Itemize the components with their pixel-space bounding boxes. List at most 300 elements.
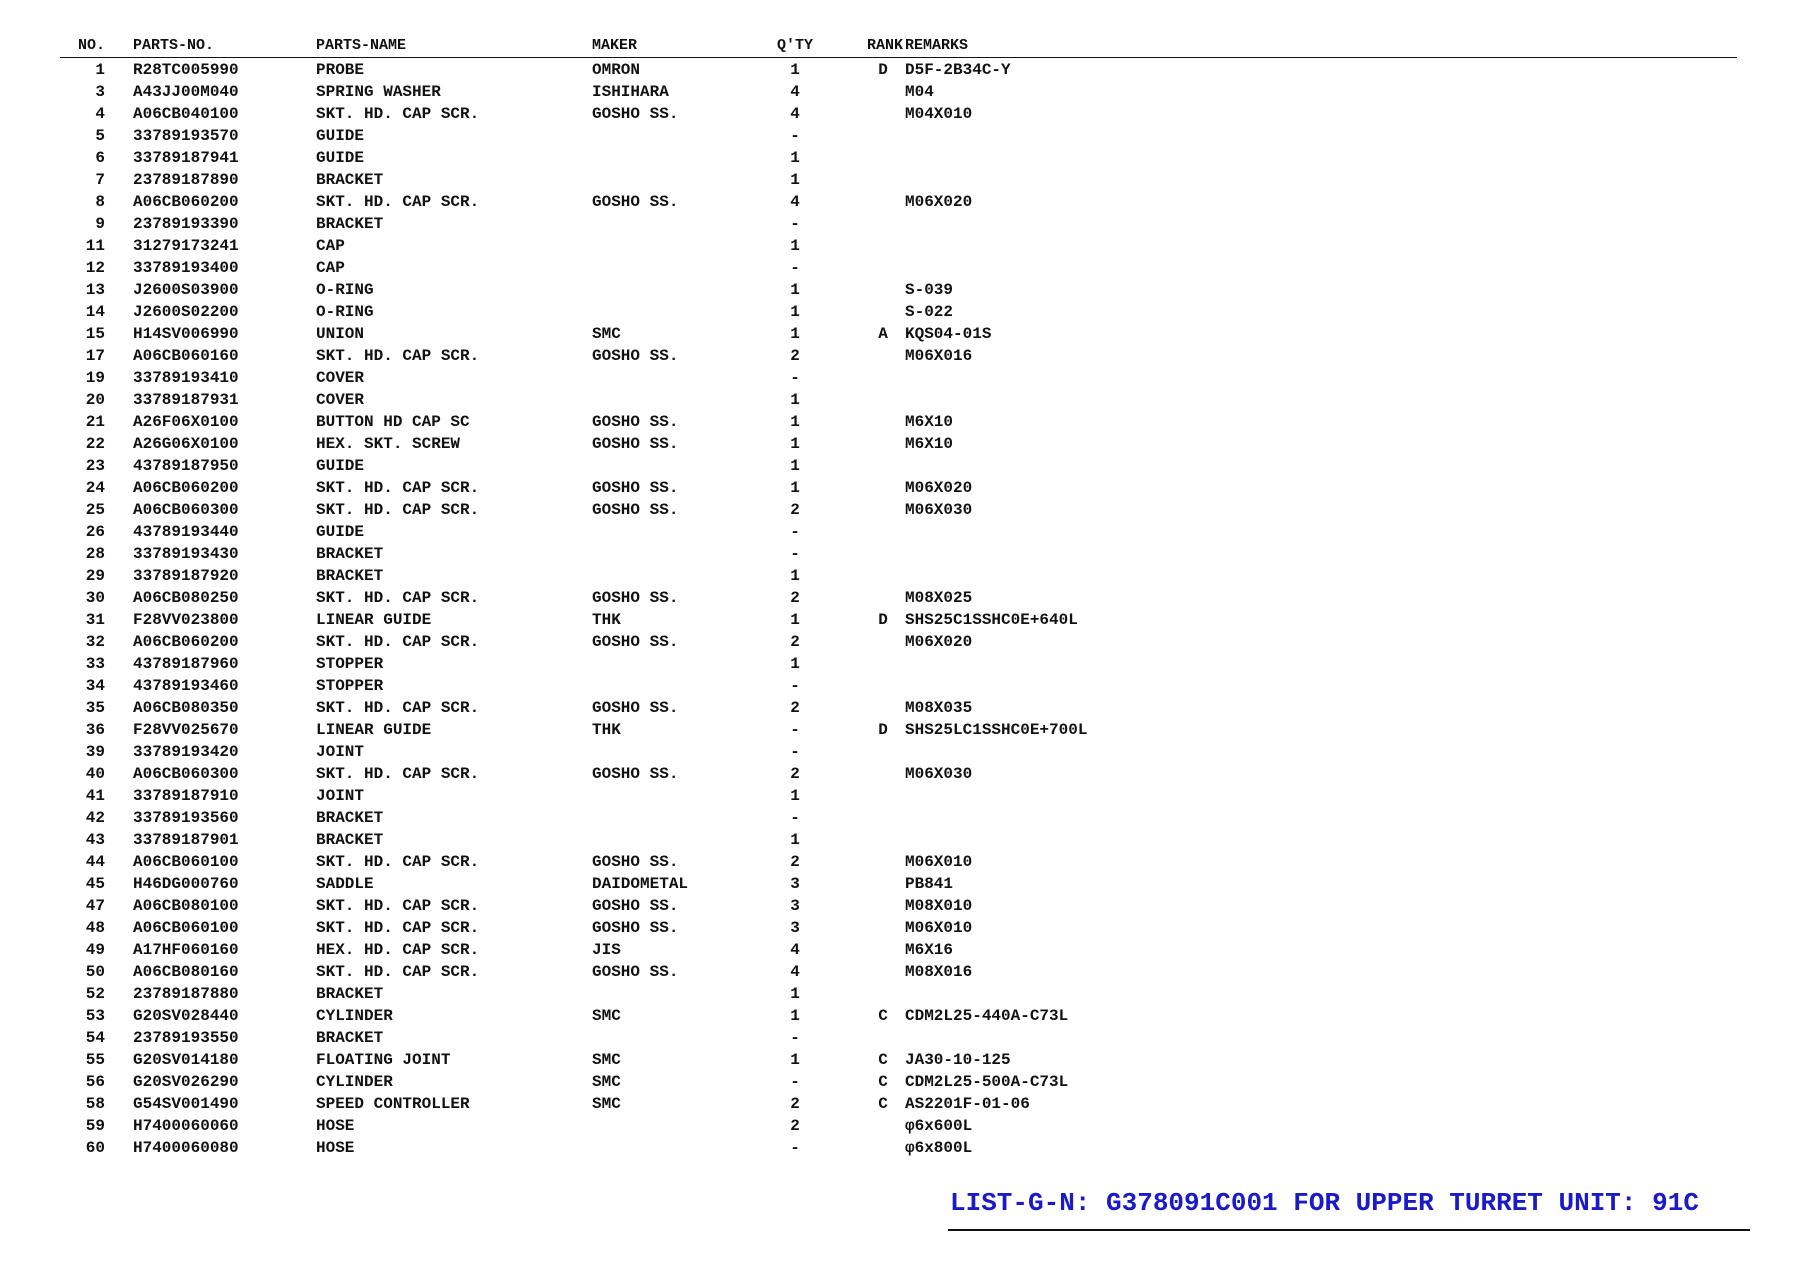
cell-qty: - <box>790 215 800 233</box>
cell-parts-no: 43789193460 <box>133 677 239 695</box>
cell-qty: 4 <box>790 963 800 981</box>
cell-parts-no: 43789187960 <box>133 655 239 673</box>
cell-no: 59 <box>85 1117 105 1135</box>
cell-maker: GOSHO SS. <box>592 963 679 981</box>
table-row <box>60 147 1737 169</box>
table-row <box>60 191 1737 213</box>
cell-parts-no: G20SV026290 <box>133 1073 239 1091</box>
cell-remarks: PB841 <box>905 875 954 893</box>
cell-no: 43 <box>85 831 105 849</box>
table-row <box>60 565 1737 587</box>
cell-no: 1 <box>95 61 105 79</box>
table-row <box>60 59 1737 81</box>
cell-parts-name: SKT. HD. CAP SCR. <box>316 347 480 365</box>
header-qty: Q'TY <box>776 37 813 54</box>
cell-parts-no: G54SV001490 <box>133 1095 239 1113</box>
cell-parts-name: GUIDE <box>316 523 365 541</box>
cell-remarks: CDM2L25-440A-C73L <box>905 1007 1069 1025</box>
cell-maker: GOSHO SS. <box>592 633 679 651</box>
cell-no: 20 <box>85 391 105 409</box>
cell-parts-name: LINEAR GUIDE <box>316 721 432 739</box>
cell-qty: 2 <box>790 1095 800 1113</box>
cell-qty: 1 <box>790 567 800 585</box>
cell-qty: 1 <box>790 1051 800 1069</box>
table-row <box>60 1093 1737 1115</box>
cell-no: 3 <box>95 83 105 101</box>
table-row <box>60 521 1737 543</box>
cell-no: 5 <box>95 127 105 145</box>
cell-qty: 1 <box>790 391 800 409</box>
cell-parts-no: A06CB060200 <box>133 479 239 497</box>
cell-remarks: CDM2L25-500A-C73L <box>905 1073 1069 1091</box>
cell-no: 13 <box>85 281 105 299</box>
cell-remarks: S-039 <box>905 281 954 299</box>
cell-rank: C <box>878 1051 888 1069</box>
cell-parts-no: A06CB080350 <box>133 699 239 717</box>
table-row <box>60 323 1737 345</box>
table-row <box>60 961 1737 983</box>
cell-maker: SMC <box>592 1095 621 1113</box>
cell-qty: - <box>790 545 800 563</box>
cell-maker: GOSHO SS. <box>592 765 679 783</box>
cell-qty: 1 <box>790 61 800 79</box>
table-row <box>60 1115 1737 1137</box>
cell-parts-no: 31279173241 <box>133 237 239 255</box>
cell-no: 40 <box>85 765 105 783</box>
cell-parts-no: H14SV006990 <box>133 325 239 343</box>
cell-parts-name: JOINT <box>316 787 365 805</box>
table-row <box>60 169 1737 191</box>
table-row <box>60 1137 1737 1159</box>
table-row <box>60 719 1737 741</box>
table-row <box>60 1049 1737 1071</box>
cell-remarks: M08X016 <box>905 963 973 981</box>
cell-parts-no: H7400060080 <box>133 1139 239 1157</box>
cell-remarks: M06X010 <box>905 853 973 871</box>
cell-maker: DAIDOMETAL <box>592 875 689 893</box>
cell-parts-name: SKT. HD. CAP SCR. <box>316 919 480 937</box>
cell-parts-no: J2600S02200 <box>133 303 239 321</box>
cell-no: 6 <box>95 149 105 167</box>
table-row <box>60 763 1737 785</box>
cell-parts-no: H7400060060 <box>133 1117 239 1135</box>
cell-parts-no: A06CB040100 <box>133 105 239 123</box>
cell-parts-no: 33789193420 <box>133 743 239 761</box>
cell-remarks: D5F-2B34C-Y <box>905 61 1011 79</box>
cell-no: 33 <box>85 655 105 673</box>
cell-parts-name: GUIDE <box>316 127 365 145</box>
cell-qty: - <box>790 369 800 387</box>
cell-no: 39 <box>85 743 105 761</box>
cell-parts-no: 33789193400 <box>133 259 239 277</box>
cell-qty: - <box>790 677 800 695</box>
cell-qty: 2 <box>790 1117 800 1135</box>
cell-remarks: M04X010 <box>905 105 973 123</box>
table-row <box>60 235 1737 257</box>
cell-qty: - <box>790 1073 800 1091</box>
cell-parts-name: COVER <box>316 391 365 409</box>
cell-parts-name: CAP <box>316 237 345 255</box>
cell-parts-name: SKT. HD. CAP SCR. <box>316 963 480 981</box>
cell-rank: C <box>878 1073 888 1091</box>
cell-parts-no: A06CB060100 <box>133 853 239 871</box>
cell-maker: GOSHO SS. <box>592 435 679 453</box>
cell-rank: C <box>878 1007 888 1025</box>
cell-maker: GOSHO SS. <box>592 413 679 431</box>
table-row <box>60 411 1737 433</box>
cell-no: 60 <box>85 1139 105 1157</box>
cell-qty: - <box>790 1139 800 1157</box>
table-row <box>60 433 1737 455</box>
cell-remarks: KQS04-01S <box>905 325 992 343</box>
cell-parts-name: PROBE <box>316 61 365 79</box>
cell-qty: 1 <box>790 655 800 673</box>
header-rank: RANK <box>866 37 903 54</box>
cell-maker: SMC <box>592 1051 621 1069</box>
table-body <box>60 59 1737 1159</box>
cell-no: 11 <box>85 237 105 255</box>
cell-no: 4 <box>95 105 105 123</box>
cell-parts-name: FLOATING JOINT <box>316 1051 451 1069</box>
cell-parts-no: G20SV028440 <box>133 1007 239 1025</box>
cell-parts-name: LINEAR GUIDE <box>316 611 432 629</box>
cell-maker: GOSHO SS. <box>592 193 679 211</box>
cell-qty: 1 <box>790 611 800 629</box>
table-row <box>60 807 1737 829</box>
cell-no: 29 <box>85 567 105 585</box>
cell-maker: GOSHO SS. <box>592 479 679 497</box>
cell-parts-no: J2600S03900 <box>133 281 239 299</box>
cell-remarks: φ6x800L <box>905 1139 973 1157</box>
cell-parts-name: O-RING <box>316 281 374 299</box>
cell-no: 49 <box>85 941 105 959</box>
table-row <box>60 917 1737 939</box>
cell-no: 48 <box>85 919 105 937</box>
cell-parts-name: BRACKET <box>316 171 384 189</box>
cell-parts-name: HOSE <box>316 1139 355 1157</box>
cell-no: 53 <box>85 1007 105 1025</box>
table-row <box>60 697 1737 719</box>
cell-maker: GOSHO SS. <box>592 919 679 937</box>
cell-parts-no: 43789187950 <box>133 457 239 475</box>
cell-remarks: M06X020 <box>905 479 973 497</box>
cell-remarks: AS2201F-01-06 <box>905 1095 1030 1113</box>
cell-parts-no: 43789193440 <box>133 523 239 541</box>
cell-no: 30 <box>85 589 105 607</box>
cell-remarks: SHS25C1SSHC0E+640L <box>905 611 1078 629</box>
cell-no: 32 <box>85 633 105 651</box>
cell-qty: 1 <box>790 435 800 453</box>
cell-no: 36 <box>85 721 105 739</box>
cell-qty: 2 <box>790 853 800 871</box>
cell-parts-name: UNION <box>316 325 365 343</box>
cell-maker: THK <box>592 721 621 739</box>
cell-maker: GOSHO SS. <box>592 589 679 607</box>
table-row <box>60 81 1737 103</box>
table-row <box>60 631 1737 653</box>
cell-no: 7 <box>95 171 105 189</box>
cell-maker: GOSHO SS. <box>592 897 679 915</box>
cell-parts-no: 23789187890 <box>133 171 239 189</box>
cell-parts-no: F28VV025670 <box>133 721 239 739</box>
cell-remarks: M08X010 <box>905 897 973 915</box>
cell-remarks: M06X016 <box>905 347 973 365</box>
cell-parts-name: CYLINDER <box>316 1073 393 1091</box>
cell-parts-name: BRACKET <box>316 831 384 849</box>
cell-no: 19 <box>85 369 105 387</box>
cell-no: 44 <box>85 853 105 871</box>
cell-qty: 1 <box>790 325 800 343</box>
table-row <box>60 609 1737 631</box>
cell-remarks: SHS25LC1SSHC0E+700L <box>905 721 1088 739</box>
table-row <box>60 499 1737 521</box>
cell-maker: THK <box>592 611 621 629</box>
cell-remarks: M04 <box>905 83 934 101</box>
cell-parts-no: A26G06X0100 <box>133 435 239 453</box>
cell-parts-no: A06CB060100 <box>133 919 239 937</box>
cell-maker: OMRON <box>592 61 641 79</box>
cell-qty: 1 <box>790 1007 800 1025</box>
cell-maker: GOSHO SS. <box>592 853 679 871</box>
cell-parts-no: 33789187910 <box>133 787 239 805</box>
cell-no: 12 <box>85 259 105 277</box>
cell-parts-name: GUIDE <box>316 149 365 167</box>
cell-remarks: φ6x600L <box>905 1117 973 1135</box>
cell-qty: 3 <box>790 919 800 937</box>
cell-qty: 2 <box>790 347 800 365</box>
list-title: LIST-G-N: G378091C001 FOR UPPER TURRET UNIT: 91C <box>950 1188 1699 1218</box>
cell-no: 45 <box>85 875 105 893</box>
cell-qty: - <box>790 259 800 277</box>
cell-maker: GOSHO SS. <box>592 699 679 717</box>
cell-qty: 1 <box>790 457 800 475</box>
cell-qty: 2 <box>790 765 800 783</box>
cell-no: 23 <box>85 457 105 475</box>
cell-maker: SMC <box>592 1007 621 1025</box>
cell-parts-name: BUTTON HD CAP SC <box>316 413 470 431</box>
cell-parts-no: 33789193560 <box>133 809 239 827</box>
table-header <box>60 35 1737 58</box>
cell-parts-name: BRACKET <box>316 215 384 233</box>
cell-parts-name: SKT. HD. CAP SCR. <box>316 193 480 211</box>
cell-remarks: M08X035 <box>905 699 973 717</box>
cell-parts-name: BRACKET <box>316 545 384 563</box>
table-row <box>60 543 1737 565</box>
cell-remarks: M06X030 <box>905 501 973 519</box>
cell-no: 55 <box>85 1051 105 1069</box>
table-row <box>60 829 1737 851</box>
cell-parts-no: 23789187880 <box>133 985 239 1003</box>
cell-parts-name: BRACKET <box>316 567 384 585</box>
cell-no: 54 <box>85 1029 105 1047</box>
cell-rank: D <box>878 721 888 739</box>
cell-parts-name: HEX. SKT. SCREW <box>316 435 461 453</box>
cell-remarks: M06X020 <box>905 633 973 651</box>
cell-qty: 4 <box>790 193 800 211</box>
cell-no: 22 <box>85 435 105 453</box>
cell-maker: GOSHO SS. <box>592 347 679 365</box>
table-row <box>60 1005 1737 1027</box>
table-row <box>60 653 1737 675</box>
cell-parts-no: A06CB080160 <box>133 963 239 981</box>
cell-qty: - <box>790 127 800 145</box>
cell-qty: 1 <box>790 171 800 189</box>
table-row <box>60 741 1737 763</box>
table-row <box>60 367 1737 389</box>
cell-remarks: S-022 <box>905 303 954 321</box>
table-row <box>60 389 1737 411</box>
cell-qty: 1 <box>790 787 800 805</box>
cell-qty: 3 <box>790 875 800 893</box>
cell-rank: D <box>878 611 888 629</box>
cell-parts-no: 33789193430 <box>133 545 239 563</box>
cell-remarks: M06X030 <box>905 765 973 783</box>
cell-parts-no: A06CB080250 <box>133 589 239 607</box>
cell-parts-name: SKT. HD. CAP SCR. <box>316 479 480 497</box>
cell-qty: 3 <box>790 897 800 915</box>
cell-qty: 2 <box>790 633 800 651</box>
cell-parts-name: HOSE <box>316 1117 355 1135</box>
cell-no: 14 <box>85 303 105 321</box>
cell-maker: GOSHO SS. <box>592 105 679 123</box>
cell-parts-name: SKT. HD. CAP SCR. <box>316 765 480 783</box>
cell-parts-name: JOINT <box>316 743 365 761</box>
cell-parts-name: STOPPER <box>316 677 384 695</box>
table-row <box>60 103 1737 125</box>
cell-parts-no: 23789193550 <box>133 1029 239 1047</box>
cell-no: 21 <box>85 413 105 431</box>
header-remarks: REMARKS <box>905 37 969 54</box>
cell-remarks: M6X16 <box>905 941 954 959</box>
cell-qty: 1 <box>790 237 800 255</box>
table-row <box>60 895 1737 917</box>
cell-no: 47 <box>85 897 105 915</box>
table-row <box>60 125 1737 147</box>
cell-remarks: M08X025 <box>905 589 973 607</box>
header-no: NO. <box>77 37 105 54</box>
cell-no: 41 <box>85 787 105 805</box>
cell-no: 26 <box>85 523 105 541</box>
cell-remarks: M06X010 <box>905 919 973 937</box>
cell-parts-no: A26F06X0100 <box>133 413 239 431</box>
header-maker: MAKER <box>592 37 638 54</box>
table-row <box>60 873 1737 895</box>
cell-parts-no: A43JJ00M040 <box>133 83 239 101</box>
cell-no: 25 <box>85 501 105 519</box>
cell-qty: 2 <box>790 589 800 607</box>
table-row <box>60 983 1737 1005</box>
table-row <box>60 345 1737 367</box>
cell-parts-no: A06CB060300 <box>133 765 239 783</box>
cell-parts-name: SKT. HD. CAP SCR. <box>316 897 480 915</box>
cell-qty: - <box>790 743 800 761</box>
cell-qty: 1 <box>790 413 800 431</box>
table-row <box>60 1027 1737 1049</box>
cell-remarks: M6X10 <box>905 435 954 453</box>
cell-no: 34 <box>85 677 105 695</box>
cell-parts-name: GUIDE <box>316 457 365 475</box>
cell-remarks: M06X020 <box>905 193 973 211</box>
cell-no: 42 <box>85 809 105 827</box>
cell-qty: 1 <box>790 479 800 497</box>
cell-remarks: JA30-10-125 <box>905 1051 1011 1069</box>
cell-no: 24 <box>85 479 105 497</box>
cell-remarks: M6X10 <box>905 413 954 431</box>
cell-rank: A <box>878 325 888 343</box>
cell-parts-no: 33789187931 <box>133 391 239 409</box>
cell-parts-no: A17HF060160 <box>133 941 239 959</box>
cell-parts-no: 33789193570 <box>133 127 239 145</box>
cell-no: 28 <box>85 545 105 563</box>
cell-maker: ISHIHARA <box>592 83 669 101</box>
table-row <box>60 279 1737 301</box>
table-row <box>60 851 1737 873</box>
cell-qty: 4 <box>790 941 800 959</box>
cell-parts-no: H46DG000760 <box>133 875 239 893</box>
cell-parts-name: SKT. HD. CAP SCR. <box>316 589 480 607</box>
cell-no: 31 <box>85 611 105 629</box>
cell-parts-name: SKT. HD. CAP SCR. <box>316 699 480 717</box>
cell-parts-name: SPRING WASHER <box>316 83 441 101</box>
cell-qty: - <box>790 809 800 827</box>
cell-qty: 1 <box>790 985 800 1003</box>
cell-no: 56 <box>85 1073 105 1091</box>
table-row <box>60 257 1737 279</box>
cell-qty: - <box>790 1029 800 1047</box>
cell-parts-no: R28TC005990 <box>133 61 239 79</box>
cell-no: 50 <box>85 963 105 981</box>
cell-parts-no: G20SV014180 <box>133 1051 239 1069</box>
cell-no: 35 <box>85 699 105 717</box>
header-parts-no: PARTS-NO. <box>133 37 215 54</box>
cell-qty: 1 <box>790 281 800 299</box>
title-underline <box>948 1229 1750 1231</box>
cell-parts-name: CAP <box>316 259 345 277</box>
cell-parts-name: BRACKET <box>316 1029 384 1047</box>
table-row <box>60 587 1737 609</box>
cell-parts-no: A06CB060200 <box>133 633 239 651</box>
cell-parts-no: 33789187941 <box>133 149 239 167</box>
table-row <box>60 939 1737 961</box>
cell-qty: 1 <box>790 303 800 321</box>
cell-parts-name: BRACKET <box>316 985 384 1003</box>
cell-no: 8 <box>95 193 105 211</box>
cell-no: 9 <box>95 215 105 233</box>
cell-qty: 4 <box>790 83 800 101</box>
table-row <box>60 301 1737 323</box>
cell-qty: - <box>790 523 800 541</box>
cell-parts-name: SKT. HD. CAP SCR. <box>316 853 480 871</box>
cell-parts-name: HEX. HD. CAP SCR. <box>316 941 480 959</box>
cell-parts-name: COVER <box>316 369 365 387</box>
cell-parts-no: 33789193410 <box>133 369 239 387</box>
cell-no: 15 <box>85 325 105 343</box>
cell-parts-no: 33789187901 <box>133 831 239 849</box>
cell-maker: SMC <box>592 325 621 343</box>
cell-no: 17 <box>85 347 105 365</box>
parts-table <box>60 35 1737 1159</box>
table-row <box>60 785 1737 807</box>
cell-parts-name: STOPPER <box>316 655 384 673</box>
cell-parts-no: A06CB060300 <box>133 501 239 519</box>
cell-parts-name: O-RING <box>316 303 374 321</box>
cell-qty: 2 <box>790 501 800 519</box>
cell-parts-no: F28VV023800 <box>133 611 239 629</box>
cell-maker: GOSHO SS. <box>592 501 679 519</box>
cell-parts-name: SKT. HD. CAP SCR. <box>316 105 480 123</box>
cell-no: 52 <box>85 985 105 1003</box>
cell-parts-no: A06CB060160 <box>133 347 239 365</box>
